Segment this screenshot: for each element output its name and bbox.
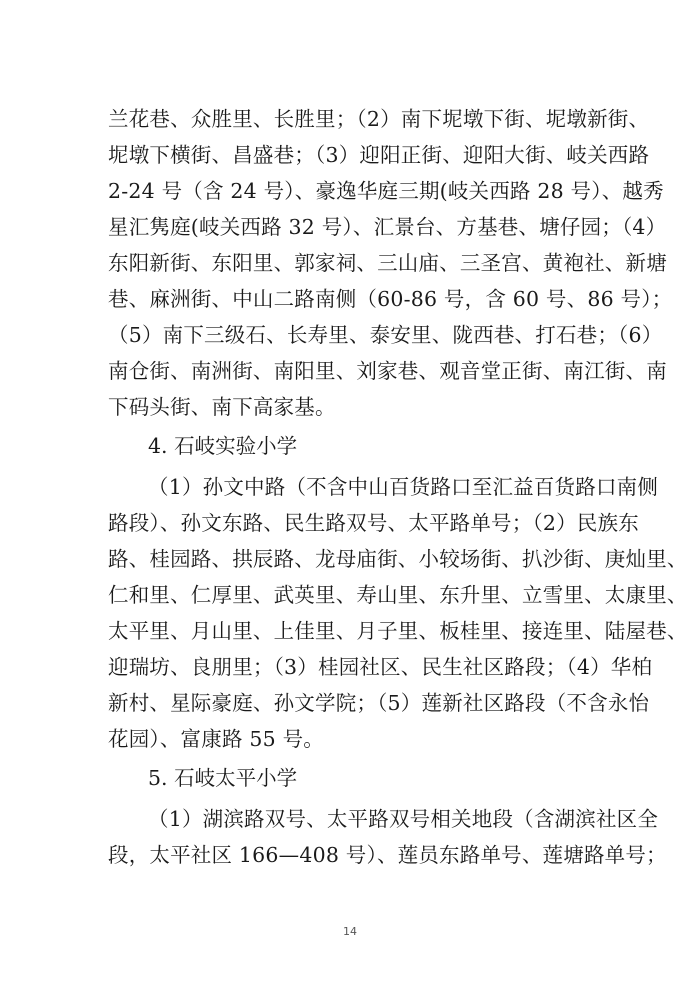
text-line: （5）南下三级石、长寿里、泰安里、陇西巷、打石巷；（6） [108, 323, 663, 347]
text-line: 段，太平社区 166—408 号）、莲员东路单号、莲塘路单号； [108, 843, 667, 867]
section-heading: 5. 石岐太平小学 [148, 766, 298, 790]
text-line: 路段）、孙文东路、民生路双号、太平路单号；（2）民族东 [108, 511, 639, 535]
text-line: 下码头街、南下高家基。 [108, 395, 336, 419]
text-line: （1）湖滨路双号、太平路双号相关地段（含湖滨社区全 [148, 807, 659, 831]
text-line: 太平里、月山里、上佳里、月子里、板桂里、接连里、陆屋巷、 [108, 619, 688, 643]
text-line: 南仓街、南洲街、南阳里、刘家巷、观音堂正街、南江街、南 [108, 359, 667, 383]
text-line: 巷、麻洲街、中山二路南侧（60-86 号，含 60 号、86 号）； [108, 287, 673, 311]
text-line: 花园）、富康路 55 号。 [108, 727, 324, 751]
text-line: 路、桂园路、拱辰路、龙母庙街、小较场街、扒沙街、庚灿里、 [108, 547, 688, 571]
text-line: 迎瑞坊、良朋里；（3）桂园社区、民生社区路段；（4）华柏 [108, 655, 653, 679]
text-line: 星汇隽庭(岐关西路 32 号）、汇景台、方基巷、塘仔园；（4） [108, 215, 667, 239]
text-line: 兰花巷、众胜里、长胜里；（2）南下坭墩下街、坭墩新街、 [108, 107, 650, 131]
text-line: 坭墩下横街、昌盛巷；（3）迎阳正街、迎阳大街、岐关西路 [108, 143, 650, 167]
page-number: 14 [343, 925, 357, 938]
section-heading: 4. 石岐实验小学 [148, 434, 298, 458]
text-line: 新村、星际豪庭、孙文学院；（5）莲新社区路段（不含永怡 [108, 691, 650, 715]
text-line: 东阳新街、东阳里、郭家祠、三山庙、三圣宫、黄袍社、新塘 [108, 251, 667, 275]
text-line: （1）孙文中路（不含中山百货路口至汇益百货路口南侧 [148, 475, 659, 499]
text-line: 仁和里、仁厚里、武英里、寿山里、东升里、立雪里、太康里、 [108, 583, 688, 607]
text-line: 2-24 号（含 24 号）、豪逸华庭三期(岐关西路 28 号）、越秀 [108, 179, 664, 203]
